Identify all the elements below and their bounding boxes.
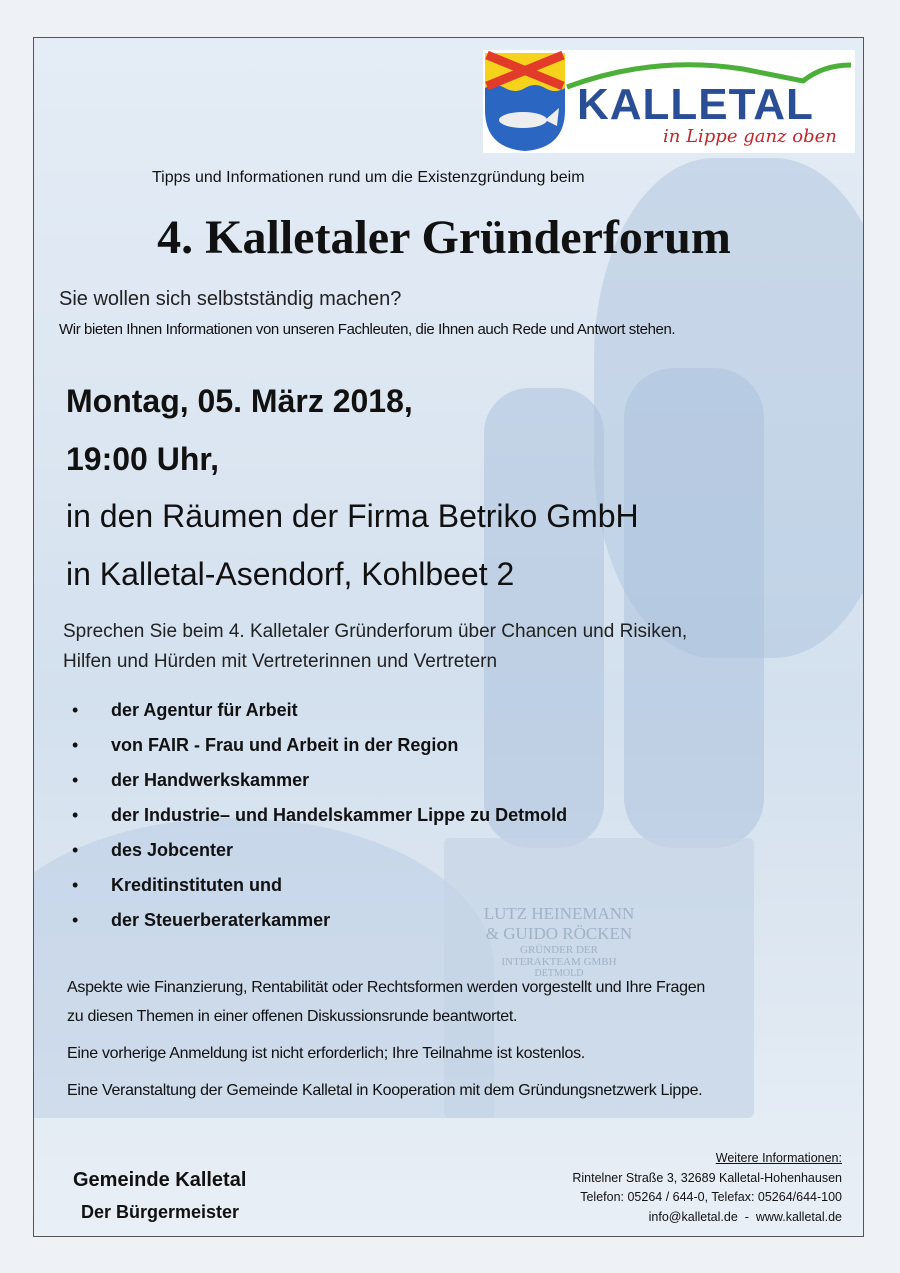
contact-heading: Weitere Informationen:: [715, 1151, 842, 1165]
contact-phone: Telefon: 05264 / 644-0, Telefax: 05264/644-100: [580, 1190, 842, 1204]
contact-web[interactable]: info@kalletal.de - www.kalletal.de: [648, 1209, 842, 1224]
details-text: zu diesen Themen in einer offenen Diskussionsrunde beantwortet.: [67, 1008, 518, 1025]
event-address: in Kalletal-Asendorf, Kohlbeet 2: [66, 556, 515, 592]
event-venue: in den Räumen der Firma Betriko GmbH: [66, 498, 639, 534]
question-text: Sie wollen sich selbstständig machen?: [59, 288, 402, 310]
flyer-page: LUTZ HEINEMANN & GUIDO RÖCKEN GRÜNDER DER INTERAKTEAM GMBH DETMOLD KALLETAL in Lippe ganz oben Tipps und Informationen rund um die Existenzgründung beim 4. Kalletaler Gründerforum Sie wollen sich selbstständig machen? Wir bieten Ihnen Informationen von unseren Fachleuten, die Ihnen auch Rede und Antwort stehen. Montag, 05. März 2018, 19:00 Uhr, in den Räumen der Firma Betriko GmbH in Kalletal-Asendorf, Kohlbeet 2 Sprechen Sie beim 4. Kalletaler Gründerforum über Chancen und Risiken, Hilfen und Hürden mit Vertreterinnen und Vertretern • der Agentur für Arbeit • von FAIR - Frau und Arbeit in der Region • der Handwerkskammer • der Industrie– und Handelskammer Lippe zu Detmold • des Jobcenter • Kreditinstituten und • der Steuerberaterkammer Aspekte wie Finanzierung, Rentabilität oder Rechtsformen werden vorgestellt und Ihre Fragen zu diesen Themen in einer offenen Diskussionsrunde beantwortet. Eine vorherige Anmeldung ist nicht erforderlich; Ihre Teilnahme ist kostenlos. Eine Veranstaltung der Gemeinde Kalletal in Kooperation mit dem Gründungsnetzwerk Lippe. Gemeinde Kalletal Der Bürgermeister Weitere Informationen: Rintelner Straße 3, 32689 Kalletal-Hohenhausen Telefon: 05264 / 644-0, Telefax: 05264/644-100 info@kalletal.de - www.kalletal.de: [33, 37, 864, 1237]
footer-role: Der Bürgermeister: [81, 1202, 240, 1222]
intro-text: Tipps und Informationen rund um die Existenzgründung beim: [152, 169, 585, 186]
coat-of-arms-icon: [483, 50, 567, 153]
page-title: 4. Kalletaler Gründerforum: [157, 211, 731, 264]
statue-inscription: LUTZ HEINEMANN & GUIDO RÖCKEN GRÜNDER DER INTERAKTEAM GMBH DETMOLD: [483, 904, 635, 979]
statue-figure: [484, 388, 604, 848]
background-hill: [33, 818, 494, 1118]
details-text: Aspekte wie Finanzierung, Rentabilität oder Rechtsformen werden vorgestellt und Ihre Fragen: [67, 979, 705, 996]
statue-figure: [624, 368, 764, 848]
talk-text: Hilfen und Hürden mit Vertreterinnen und Vertretern: [63, 651, 498, 672]
contact-block: [572, 1149, 842, 1227]
organizer-text: Eine Veranstaltung der Gemeinde Kalletal in Kooperation mit dem Gründungsnetzwerk Lippe.: [67, 1082, 703, 1099]
offer-text: Wir bieten Ihnen Informationen von unseren Fachleuten, die Ihnen auch Rede und Antwort stehen.: [59, 321, 676, 338]
footer-org: Gemeinde Kalletal: [73, 1169, 247, 1191]
event-date: Montag, 05. März 2018,: [66, 383, 413, 419]
contact-address: Rintelner Straße 3, 32689 Kalletal-Hohenhausen: [572, 1170, 842, 1185]
kalletal-logo: KALLETAL in Lippe ganz oben: [483, 50, 855, 153]
registration-text: Eine vorherige Anmeldung ist nicht erforderlich; Ihre Teilnahme ist kostenlos.: [67, 1045, 585, 1062]
talk-text: Sprechen Sie beim 4. Kalletaler Gründerforum über Chancen und Risiken,: [63, 621, 688, 642]
event-time: 19:00 Uhr,: [66, 441, 219, 477]
